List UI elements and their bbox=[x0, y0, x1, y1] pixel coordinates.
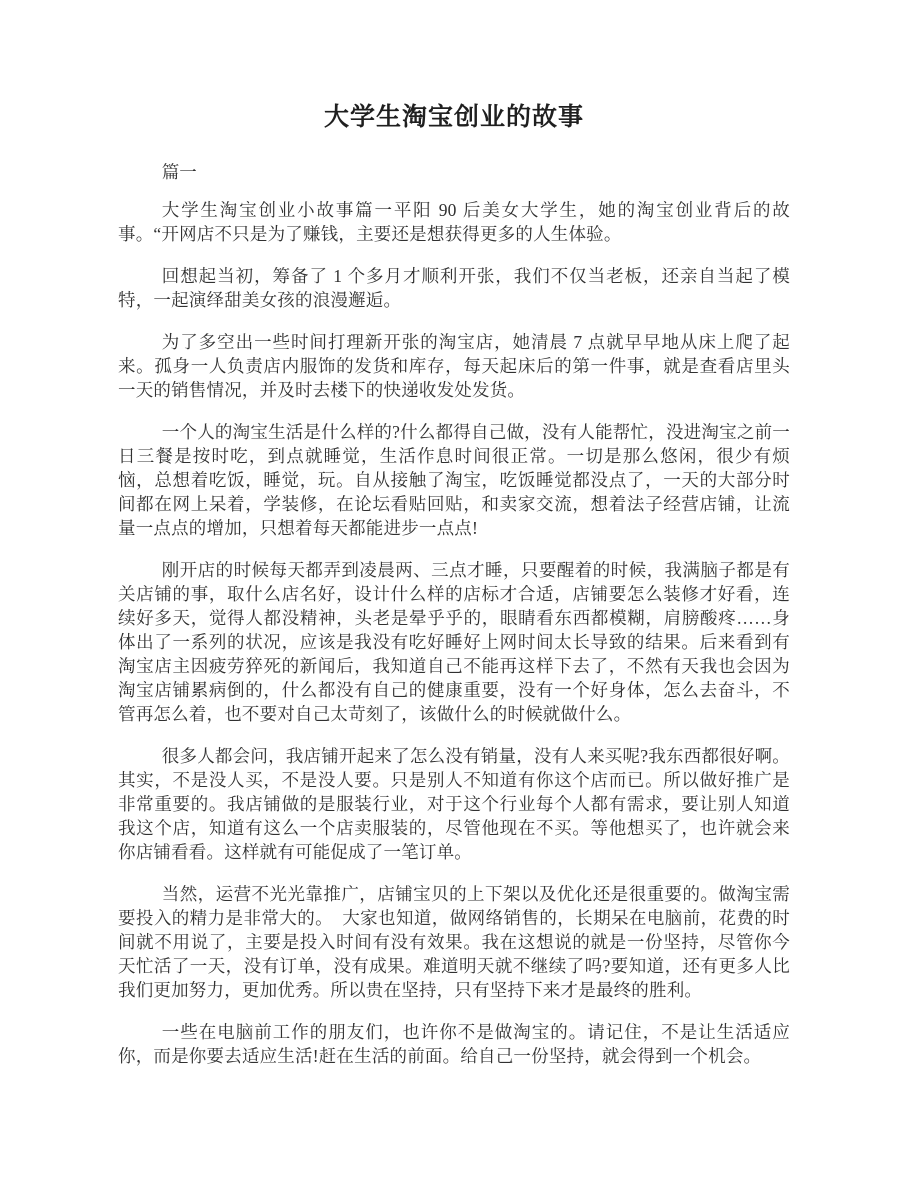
body-paragraph: 一些在电脑前工作的朋友们，也许你不是做淘宝的。请记住，不是让生活适应你，而是你要去适应生活!赶在生活的前面。给自己一份坚持，就会得到一个机会。 bbox=[118, 1022, 790, 1066]
body-paragraph: 一个人的淘宝生活是什么样的?什么都得自己做，没有人能帮忙，没进淘宝之前一日三餐是按时吃，到点就睡觉，生活作息时间很正常。一切是那么悠闲，很少有烦恼，总想着吃饭，睡觉，玩。自从接触了淘宝，吃饭睡觉都没点了，一天的大部分时间都在网上呆着，学装修，在论坛看贴回贴，和卖家交流，想着法子经营店铺，让流量一点点的增加，只想着每天都能进步一点点! bbox=[118, 422, 790, 538]
body-paragraph: 回想起当初，筹备了 1 个多月才顺利开张，我们不仅当老板，还亲自当起了模特，一起演绎甜美女孩的浪漫邂逅。 bbox=[118, 266, 790, 310]
body-paragraph: 大学生淘宝创业小故事篇一平阳 90 后美女大学生，她的淘宝创业背后的故事。“开网店不只是为了赚钱，主要还是想获得更多的人生体验。 bbox=[118, 200, 790, 244]
body-paragraph: 很多人都会问，我店铺开起来了怎么没有销量，没有人来买呢?我东西都很好啊。其实，不是没人买，不是没人要。只是别人不知道有你这个店而已。所以做好推广是非常重要的。我店铺做的是服装行业，对于这个行业每个人都有需求，要让别人知道我这个店，知道有这么一个店卖服装的，尽管他现在不买。等他想买了，也许就会来你店铺看看。这样就有可能促成了一笔订单。 bbox=[118, 746, 790, 862]
body-paragraph: 当然，运营不光光靠推广，店铺宝贝的上下架以及优化还是很重要的。做淘宝需要投入的精力是非常大的。 大家也知道，做网络销售的，长期呆在电脑前，花费的时间就不用说了，主要是投入时间有没有效果。我在这想说的就是一份坚持，尽管你今天忙活了一天，没有订单，没有成果。难道明天就不继续了吗?要知道，还有更多人比我们更加努力，更加优秀。所以贵在坚持，只有坚持下来才是最终的胜利。 bbox=[118, 884, 790, 1000]
document-title: 大学生淘宝创业的故事 bbox=[323, 104, 584, 131]
section-heading: 篇一 bbox=[161, 162, 197, 182]
body-paragraph: 刚开店的时候每天都弄到凌晨两、三点才睡，只要醒着的时候，我满脑子都是有关店铺的事，取什么店名好，设计什么样的店标才合适，店铺要怎么装修才好看，连续好多天，觉得人都没精神，头老是晕乎乎的，眼睛看东西都模糊，肩膀酸疼……身体出了一系列的状况，应该是我没有吃好睡好上网时间太长导致的结果。后来看到有淘宝店主因疲劳猝死的新闻后，我知道自己不能再这样下去了，不然有天我也会因为淘宝店铺累病倒的，什么都没有自己的健康重要，没有一个好身体，怎么去奋斗，不管再怎么着，也不要对自己太苛刻了，该做什么的时候就做什么。 bbox=[118, 560, 790, 724]
body-paragraph: 为了多空出一些时间打理新开张的淘宝店，她清晨 7 点就早早地从床上爬了起来。孤身一人负责店内服饰的发货和库存，每天起床后的第一件事，就是查看店里头一天的销售情况，并及时去楼下的快递收发处发货。 bbox=[118, 332, 790, 400]
